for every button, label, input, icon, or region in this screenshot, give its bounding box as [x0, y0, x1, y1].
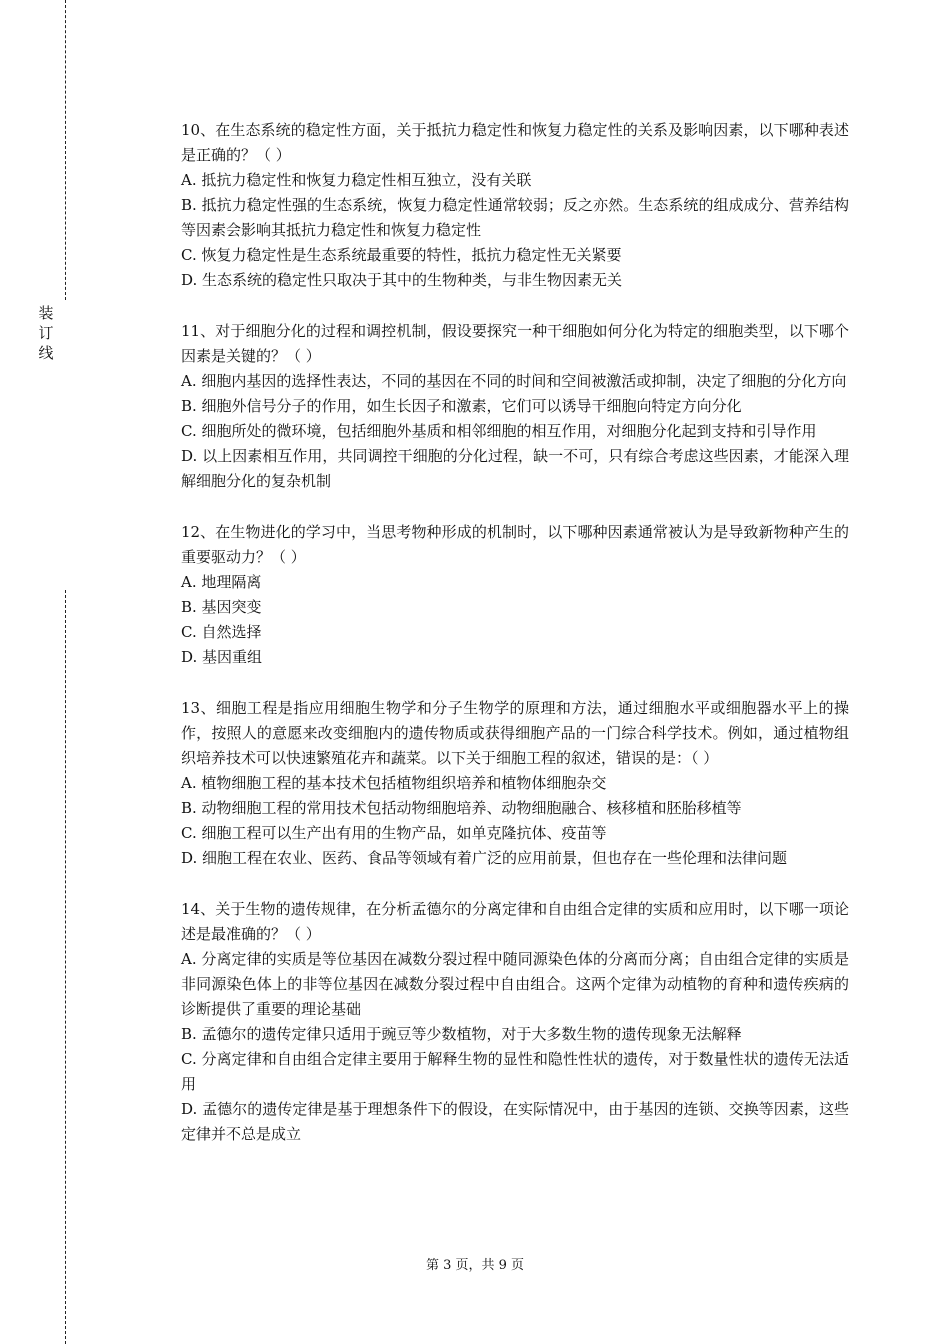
question-stem: 11、对于细胞分化的过程和调控机制，假设要探究一种干细胞如何分化为特定的细胞类型，以下哪个因素是关键的？（ ）: [181, 322, 849, 365]
option-b: B. 抵抗力稳定性强的生态系统，恢复力稳定性通常较弱；反之亦然。生态系统的组成成分、营养结构等因素会影响其抵抗力稳定性和恢复力稳定性: [181, 196, 849, 239]
option-c: C. 自然选择: [181, 623, 262, 641]
option-c: C. 细胞所处的微环境，包括细胞外基质和相邻细胞的相互作用，对细胞分化起到支持和引导作用: [181, 422, 817, 440]
binding-char: 线: [38, 344, 54, 362]
question-10: [181, 118, 849, 293]
question-stem: 13、细胞工程是指应用细胞生物学和分子生物学的原理和方法，通过细胞水平或细胞器水平上的操作，按照人的意愿来改变细胞内的遗传物质或获得细胞产品的一门综合科学技术。例如，通过植物组织培养技术可以快速繁殖花卉和蔬菜。以下关于细胞工程的叙述，错误的是：（ ）: [181, 699, 849, 767]
option-a: A. 分离定律的实质是等位基因在减数分裂过程中随同源染色体的分离而分离；自由组合定律的实质是非同源染色体上的非等位基因在减数分裂过程中自由组合。这两个定律为动植物的育种和遗传疾病的诊断提供了重要的理论基础: [181, 950, 849, 1018]
option-d: D. 以上因素相互作用，共同调控干细胞的分化过程，缺一不可，只有综合考虑这些因素，才能深入理解细胞分化的复杂机制: [181, 447, 849, 490]
option-d: D. 生态系统的稳定性只取决于其中的生物种类，与非生物因素无关: [181, 271, 623, 289]
option-b: B. 孟德尔的遗传定律只适用于豌豆等少数植物，对于大多数生物的遗传现象无法解释: [181, 1025, 742, 1043]
option-c: C. 分离定律和自由组合定律主要用于解释生物的显性和隐性性状的遗传，对于数量性状的遗传无法适用: [181, 1050, 849, 1093]
question-stem: 14、关于生物的遗传规律，在分析孟德尔的分离定律和自由组合定律的实质和应用时，以下哪一项论述是最准确的？（ ）: [181, 900, 849, 943]
option-c: C. 细胞工程可以生产出有用的生物产品，如单克隆抗体、疫苗等: [181, 824, 607, 842]
binding-dashed-line-bottom: [65, 590, 66, 1344]
option-d: D. 孟德尔的遗传定律是基于理想条件下的假设，在实际情况中，由于基因的连锁、交换等因素，这些定律并不总是成立: [181, 1100, 849, 1143]
option-b: B. 动物细胞工程的常用技术包括动物细胞培养、动物细胞融合、核移植和胚胎移植等: [181, 799, 742, 817]
option-a: A. 植物细胞工程的基本技术包括植物组织培养和植物体细胞杂交: [181, 774, 607, 792]
binding-label: [36, 303, 56, 363]
question-list: [181, 118, 849, 1173]
binding-dashed-line-top: [65, 0, 66, 300]
option-a: A. 抵抗力稳定性和恢复力稳定性相互独立，没有关联: [181, 171, 532, 189]
option-c: C. 恢复力稳定性是生态系统最重要的特性，抵抗力稳定性无关紧要: [181, 246, 622, 264]
question-13: [181, 696, 849, 871]
question-11: [181, 319, 849, 494]
option-d: D. 细胞工程在农业、医药、食品等领域有着广泛的应用前景，但也存在一些伦理和法律问题: [181, 849, 788, 867]
option-a: A. 地理隔离: [181, 573, 262, 591]
binding-char: 订: [38, 324, 54, 342]
question-12: [181, 520, 849, 670]
binding-char: 装: [38, 304, 54, 322]
option-b: B. 基因突变: [181, 598, 262, 616]
question-14: [181, 897, 849, 1147]
page-number: 第 3 页，共 9 页: [425, 1258, 525, 1273]
option-d: D. 基因重组: [181, 648, 263, 666]
option-a: A. 细胞内基因的选择性表达，不同的基因在不同的时间和空间被激活或抑制，决定了细胞的分化方向: [181, 372, 847, 390]
question-stem: 12、在生物进化的学习中，当思考物种形成的机制时，以下哪种因素通常被认为是导致新物种产生的重要驱动力？（ ）: [181, 523, 849, 566]
option-b: B. 细胞外信号分子的作用，如生长因子和激素，它们可以诱导干细胞向特定方向分化: [181, 397, 742, 415]
question-stem: 10、在生态系统的稳定性方面，关于抵抗力稳定性和恢复力稳定性的关系及影响因素，以下哪种表述是正确的？（ ）: [181, 121, 849, 164]
